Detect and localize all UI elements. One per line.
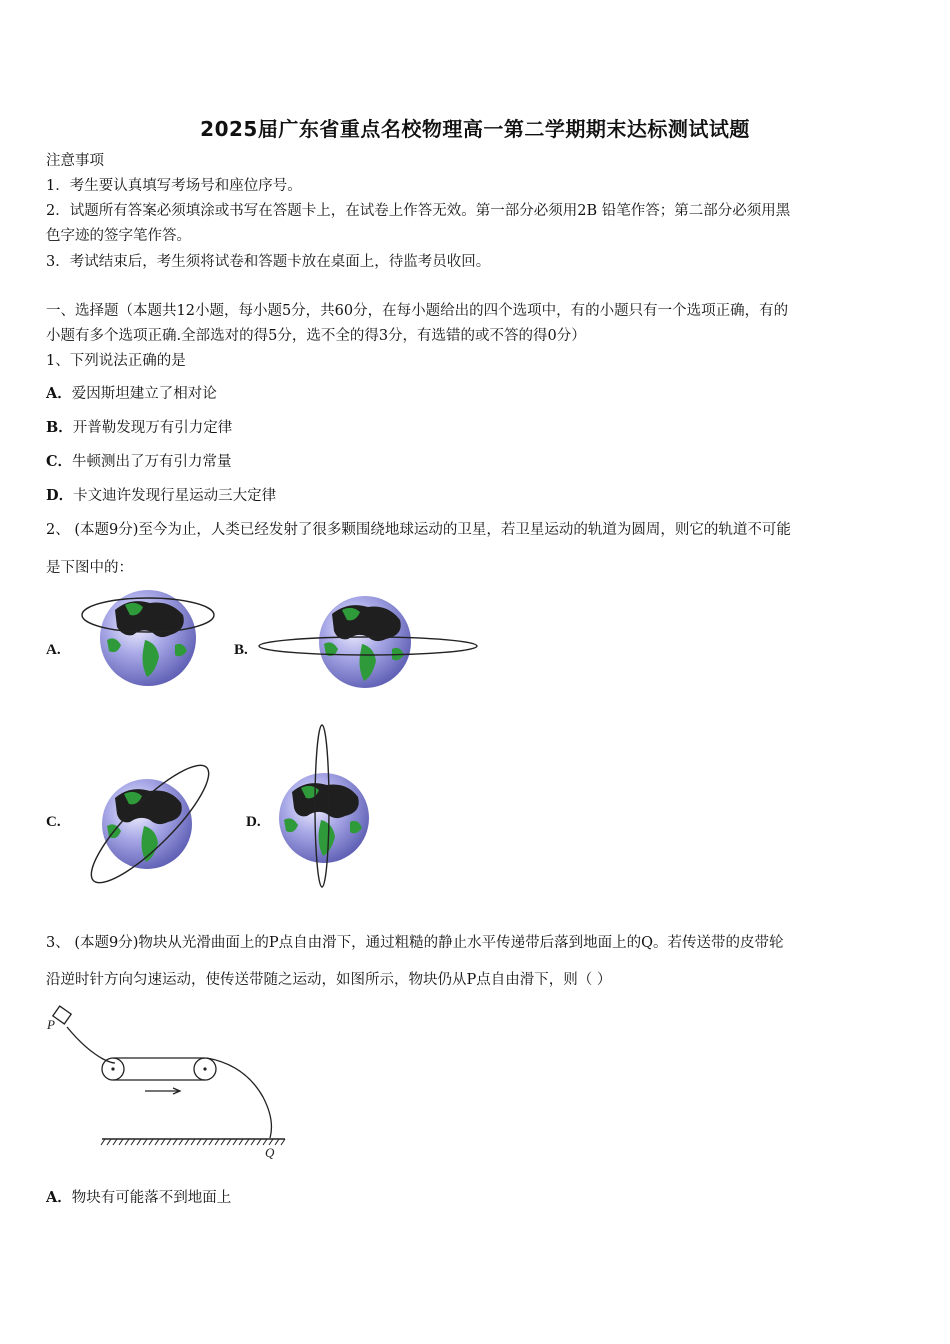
- q2-label-d: D.: [246, 814, 261, 830]
- option-key: A．: [46, 385, 72, 402]
- q3-option-a: [46, 1186, 906, 1210]
- notice-heading: 注意事项: [46, 153, 104, 169]
- option-key: C．: [46, 453, 73, 470]
- option-key: B．: [46, 419, 73, 436]
- option-text: 开普勒发现万有引力定律: [72, 420, 233, 436]
- q1-option-a: [46, 382, 906, 406]
- q3-stem-2: 沿逆时针方向匀速运动，使传送带随之运动，如图所示，物块仍从P点自由滑下，则（ ）: [46, 972, 612, 988]
- q1-option-b: [46, 416, 906, 440]
- option-text: 卡文迪许发现行星运动三大定律: [73, 488, 277, 504]
- q2-label-b: B.: [234, 642, 248, 658]
- option-key: A．: [46, 1189, 72, 1206]
- q2-label-c: C.: [46, 814, 61, 830]
- notice-item-1: 1．考生要认真填写考场号和座位序号。: [46, 178, 302, 194]
- option-text: 牛顿测出了万有引力常量: [72, 454, 232, 470]
- globe-orbit-c: [80, 758, 225, 893]
- globe-orbit-d: [272, 722, 377, 892]
- page-title: 2025届广东省重点名校物理高一第二学期期末达标测试试题: [200, 117, 750, 141]
- option-text: 物块有可能落不到地面上: [71, 1190, 232, 1206]
- notice-item-2: 2．试题所有答案必须填涂或书写在答题卡上，在试卷上作答无效。第一部分必须用2B 铅笔作答；第二部分必须用黑: [46, 203, 791, 219]
- q1-option-c: [46, 450, 906, 474]
- q1-stem: 1、下列说法正确的是: [46, 353, 186, 369]
- curved-slope: [67, 1027, 115, 1063]
- label-q: Q: [265, 1145, 275, 1160]
- q2-stem-2: 是下图中的：: [46, 560, 133, 576]
- option-key: D．: [46, 487, 74, 504]
- globe-orbit-b: [258, 592, 483, 692]
- notice-item-2-cont: 色字迹的签字笔作答。: [46, 228, 191, 244]
- block-p: [53, 1006, 71, 1024]
- trajectory: [207, 1058, 271, 1138]
- q3-stem-1: 3、 (本题9分)物块从光滑曲面上的P点自由滑下，通过粗糙的静止水平传递带后落到地面上的Q。若传送带的皮带轮: [46, 935, 784, 951]
- globe-orbit-a: [75, 585, 220, 695]
- section-instructions-2: 小题有多个选项正确.全部选对的得5分，选不全的得3分，有选错的或不答的得0分）: [46, 328, 586, 344]
- section-instructions-1: 一、选择题（本题共12小题，每小题5分，共60分，在每小题给出的四个选项中，有的小题只有一个选项正确，有的: [46, 303, 789, 319]
- q2-stem-1: 2、 (本题9分)至今为止，人类已经发射了很多颗围绕地球运动的卫星，若卫星运动的轨道为圆周，则它的轨道不可能: [46, 522, 791, 538]
- label-p: P: [47, 1017, 55, 1032]
- option-text: 爱因斯坦建立了相对论: [71, 386, 217, 402]
- q2-label-a: A.: [46, 642, 61, 658]
- notice-item-3: 3．考试结束后，考生须将试卷和答题卡放在桌面上，待监考员收回。: [46, 254, 491, 270]
- conveyor-diagram: [45, 1005, 295, 1165]
- q1-option-d: [46, 484, 906, 508]
